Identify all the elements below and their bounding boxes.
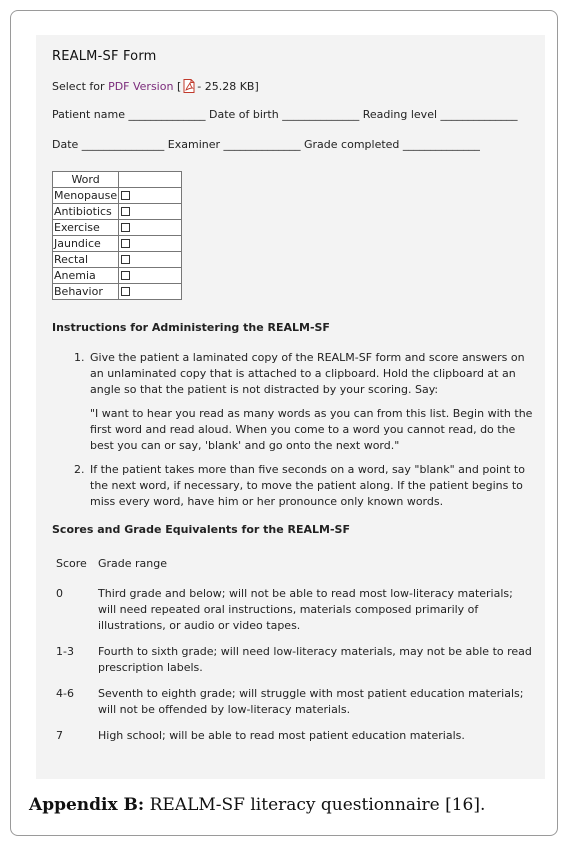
scores-heading: Scores and Grade Equivalents for the REALM-SF bbox=[52, 523, 350, 536]
score-col-header: Score bbox=[56, 557, 87, 570]
figure-caption bbox=[29, 795, 485, 815]
word-column-header: Word bbox=[53, 172, 119, 188]
score-value: 1-3 bbox=[56, 645, 74, 658]
checkbox-icon[interactable] bbox=[121, 207, 130, 216]
score-value: 0 bbox=[56, 587, 63, 600]
checkbox-cell bbox=[119, 284, 182, 300]
word-cell: Anemia bbox=[53, 268, 119, 284]
grade-col-header: Grade range bbox=[98, 557, 168, 570]
pdf-bracket: [ bbox=[173, 80, 182, 93]
score-row bbox=[52, 586, 534, 634]
instruction-item bbox=[88, 350, 534, 454]
word-row bbox=[53, 252, 182, 268]
check-column-header bbox=[119, 172, 182, 188]
patient-fields: Patient name ______________ Date of birth ______________ Reading level ______________ bbox=[52, 108, 518, 121]
instruction-item bbox=[88, 462, 534, 510]
pdf-line bbox=[52, 79, 534, 95]
word-row bbox=[53, 284, 182, 300]
grade-range: Seventh to eighth grade; will struggle with most patient education materials; will not be offended by low-literacy materials. bbox=[98, 687, 524, 716]
caption-label: Appendix B: bbox=[29, 795, 145, 815]
pdf-prefix: Select for bbox=[52, 80, 109, 93]
figure-frame bbox=[10, 10, 558, 836]
word-row bbox=[53, 220, 182, 236]
exam-fields: Date _______________ Examiner ______________ Grade completed ______________ bbox=[52, 138, 480, 151]
checkbox-cell bbox=[119, 236, 182, 252]
form-panel bbox=[36, 35, 545, 779]
scores-table bbox=[52, 556, 534, 744]
instructions-list bbox=[52, 350, 534, 510]
instruction-1-text: 1. Give the patient a laminated copy of the REALM-SF form and score answers on an unlaminated copy that is attached to a clipboard. Hold the clipboard at an angle so that the patient is not distracted by your scoring. Say: bbox=[90, 351, 525, 396]
pdf-version-link[interactable]: PDF Version bbox=[108, 80, 174, 93]
word-cell: Antibiotics bbox=[53, 204, 119, 220]
pdf-file-icon[interactable] bbox=[183, 79, 195, 93]
checkbox-icon[interactable] bbox=[121, 223, 130, 232]
word-cell: Jaundice bbox=[53, 236, 119, 252]
score-row bbox=[52, 728, 534, 744]
form-content bbox=[52, 49, 534, 754]
instruction-1-quote: "I want to hear you read as many words as you can from this list. Begin with the first word and read aloud. When you come to a word you cannot read, do the best you can or say, 'blank' and go onto the next word." bbox=[90, 407, 533, 452]
checkbox-cell bbox=[119, 252, 182, 268]
word-row bbox=[53, 204, 182, 220]
form-title: REALM-SF Form bbox=[52, 49, 157, 64]
score-row bbox=[52, 686, 534, 718]
checkbox-cell bbox=[119, 220, 182, 236]
checkbox-icon[interactable] bbox=[121, 255, 130, 264]
score-value: 7 bbox=[56, 729, 63, 742]
word-cell: Rectal bbox=[53, 252, 119, 268]
word-cell: Exercise bbox=[53, 220, 119, 236]
checkbox-icon[interactable] bbox=[121, 191, 130, 200]
caption-text: REALM-SF literacy questionnaire [16]. bbox=[144, 795, 486, 815]
checkbox-cell bbox=[119, 268, 182, 284]
instruction-2-text: If the patient takes more than five seconds on a word, say "blank" and point to the next word, if necessary, to move the patient along. If the patient begins to miss every word, have him or her pronounce only known words. bbox=[90, 463, 525, 508]
grade-range: Third grade and below; will not be able to read most low-literacy materials; will need repeated oral instructions, materials composed primarily of illustrations, or audio or video tapes. bbox=[98, 587, 513, 632]
grade-range: High school; will be able to read most patient education materials. bbox=[98, 729, 465, 742]
pdf-size: - 25.28 KB] bbox=[197, 80, 259, 93]
word-row bbox=[53, 188, 182, 204]
instructions-heading: Instructions for Administering the REALM-SF bbox=[52, 321, 330, 334]
checkbox-cell bbox=[119, 188, 182, 204]
grade-range: Fourth to sixth grade; will need low-literacy materials, may not be able to read prescription labels. bbox=[98, 645, 532, 674]
word-row bbox=[53, 236, 182, 252]
checkbox-icon[interactable] bbox=[121, 271, 130, 280]
score-row bbox=[52, 644, 534, 676]
score-value: 4-6 bbox=[56, 687, 74, 700]
checkbox-icon[interactable] bbox=[121, 287, 130, 296]
checkbox-icon[interactable] bbox=[121, 239, 130, 248]
scores-header-row bbox=[52, 556, 534, 572]
word-cell: Behavior bbox=[53, 284, 119, 300]
word-cell: Menopause bbox=[54, 189, 118, 202]
word-row bbox=[53, 268, 182, 284]
checkbox-cell bbox=[119, 204, 182, 220]
word-table bbox=[52, 171, 182, 300]
